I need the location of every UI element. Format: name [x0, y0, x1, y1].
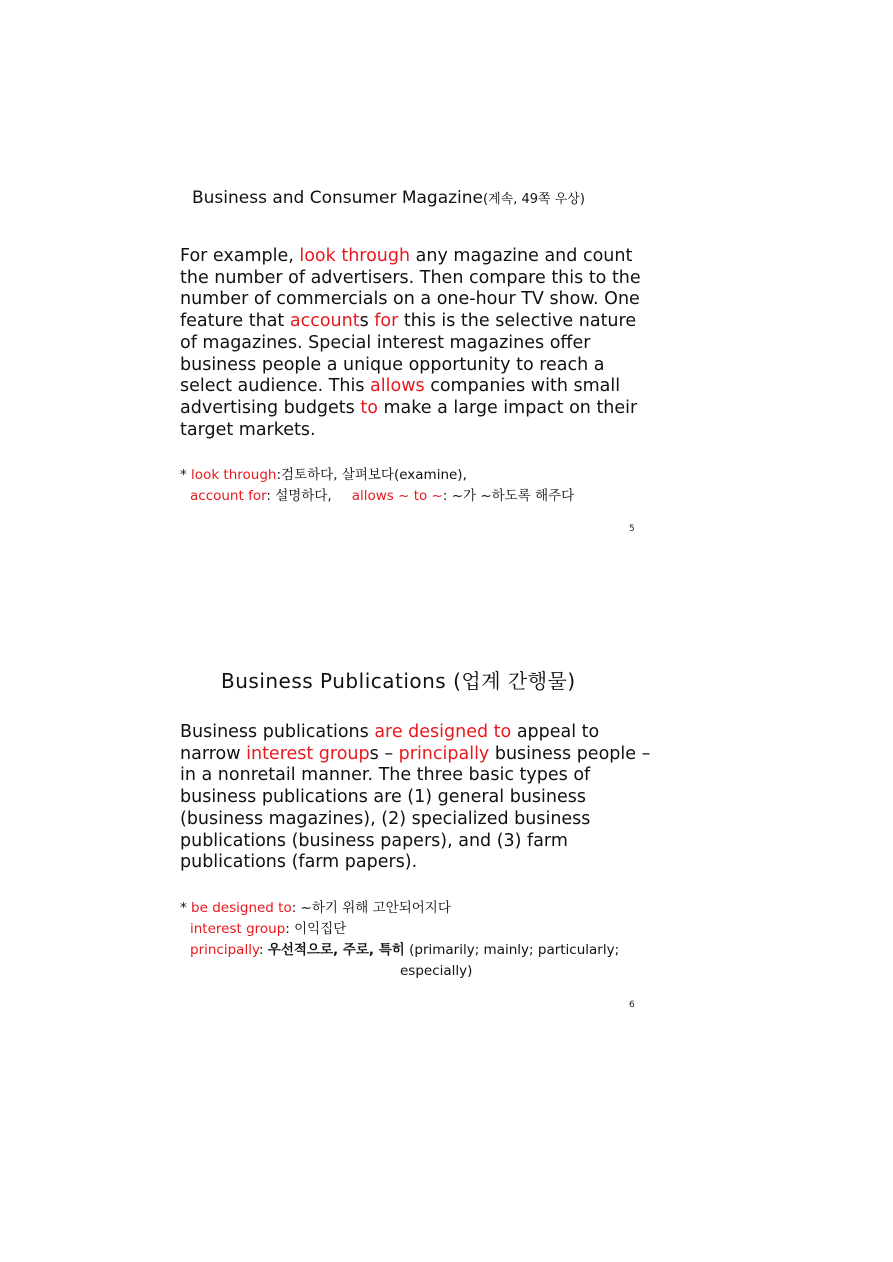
text-run: feature that — [180, 311, 290, 332]
note-definition: : 이익집단 — [285, 921, 347, 937]
highlighted-phrase: are designed to — [374, 722, 512, 742]
text-run: business people – — [489, 743, 651, 764]
text-run: business people a unique opportunity to reach a — [180, 354, 605, 375]
paragraph-line — [180, 398, 640, 420]
paragraph-line — [180, 289, 640, 311]
text-run: this is the selective nature — [398, 311, 637, 332]
paragraph-line — [180, 787, 640, 809]
note-term: look through — [191, 467, 277, 483]
paragraph-line — [180, 246, 640, 268]
note-term: account for — [190, 488, 267, 504]
paragraph-line — [180, 765, 640, 787]
text-run: number of commercials on a one-hour TV show. One — [180, 289, 640, 310]
paragraph-line — [180, 311, 640, 333]
note-line — [180, 919, 619, 940]
paragraph-line — [180, 743, 651, 766]
text-run: business publications are (1) general business — [180, 787, 586, 808]
slide-title: Business Publications (업계 간행물) — [221, 669, 576, 693]
note-definition: (primarily; mainly; particularly; — [404, 942, 620, 958]
paragraph-line — [180, 722, 640, 744]
text-run: For example, — [180, 246, 300, 266]
note-term: allows ~ to ~ — [351, 488, 443, 504]
slide-6 — [0, 560, 893, 1060]
note-definition: :검토하다, 살펴보다(examine), — [276, 467, 467, 483]
page-number: 5 — [629, 524, 635, 534]
text-run: narrow — [180, 743, 247, 764]
paragraph-line — [180, 355, 640, 377]
note-separator: : — [258, 942, 268, 958]
highlighted-phrase: for — [374, 311, 399, 332]
note-line — [180, 465, 574, 486]
title-main: Business and Consumer Magazine — [192, 188, 484, 208]
body-paragraph — [180, 722, 651, 874]
title-aside: (계속, 49쪽 우상) — [483, 192, 585, 207]
text-run: any magazine and count — [410, 246, 633, 266]
text-run: make a large impact on their — [377, 397, 638, 418]
note-line — [180, 486, 574, 507]
text-run: companies with small — [424, 376, 621, 397]
text-run: target markets. — [180, 419, 316, 440]
highlighted-phrase: allows — [370, 376, 425, 397]
slide-5 — [0, 0, 893, 560]
note-definition: : ~하기 위해 고안되어지다 — [291, 900, 451, 916]
text-run: in a nonretail manner. The three basic types of — [180, 765, 591, 786]
text-run: (business magazines), (2) specialized business — [180, 808, 591, 829]
note-term: principally — [190, 942, 259, 958]
text-run: select audience. This — [180, 376, 371, 397]
highlighted-phrase: look through — [299, 246, 411, 266]
vocabulary-notes — [180, 465, 574, 507]
text-run: publications (business papers), and (3) farm — [180, 830, 568, 851]
text-run: s – — [369, 743, 399, 764]
note-definition: : ~가 ~하도록 해주다 — [442, 488, 575, 504]
text-run: advertising budgets — [180, 397, 361, 418]
text-run: s — [359, 311, 375, 332]
note-bullet: * — [180, 467, 192, 483]
paragraph-line — [180, 376, 640, 398]
note-line — [180, 898, 619, 919]
note-definition-korean: 우선적으로, 주로, 특히 — [267, 942, 405, 958]
paragraph-line — [180, 420, 640, 442]
note-line — [180, 961, 619, 982]
text-run: of magazines. Special interest magazines offer — [180, 332, 591, 353]
highlighted-phrase: interest group — [246, 743, 370, 764]
text-run: appeal to — [511, 722, 600, 742]
text-run: publications (farm papers). — [180, 852, 418, 873]
paragraph-line — [180, 809, 640, 831]
text-run: Business publications — [180, 722, 375, 742]
note-term: be designed to — [191, 900, 292, 916]
paragraph-line — [180, 333, 640, 355]
body-paragraph — [180, 246, 640, 441]
note-bullet: * — [180, 900, 192, 916]
paragraph-line — [180, 852, 640, 874]
page-number: 6 — [629, 1000, 635, 1010]
highlighted-phrase: to — [360, 397, 378, 418]
note-line — [180, 940, 619, 961]
paragraph-line — [180, 831, 640, 853]
note-definition: especially) — [400, 963, 473, 979]
slide-title — [192, 188, 585, 208]
vocabulary-notes — [180, 898, 619, 982]
highlighted-phrase: account — [289, 311, 360, 332]
note-term: interest group — [190, 921, 286, 937]
paragraph-line — [180, 268, 640, 290]
note-definition: : 설명하다, — [266, 488, 332, 504]
text-run: the number of advertisers. Then compare this to the — [180, 267, 641, 288]
highlighted-phrase: principally — [398, 743, 490, 764]
